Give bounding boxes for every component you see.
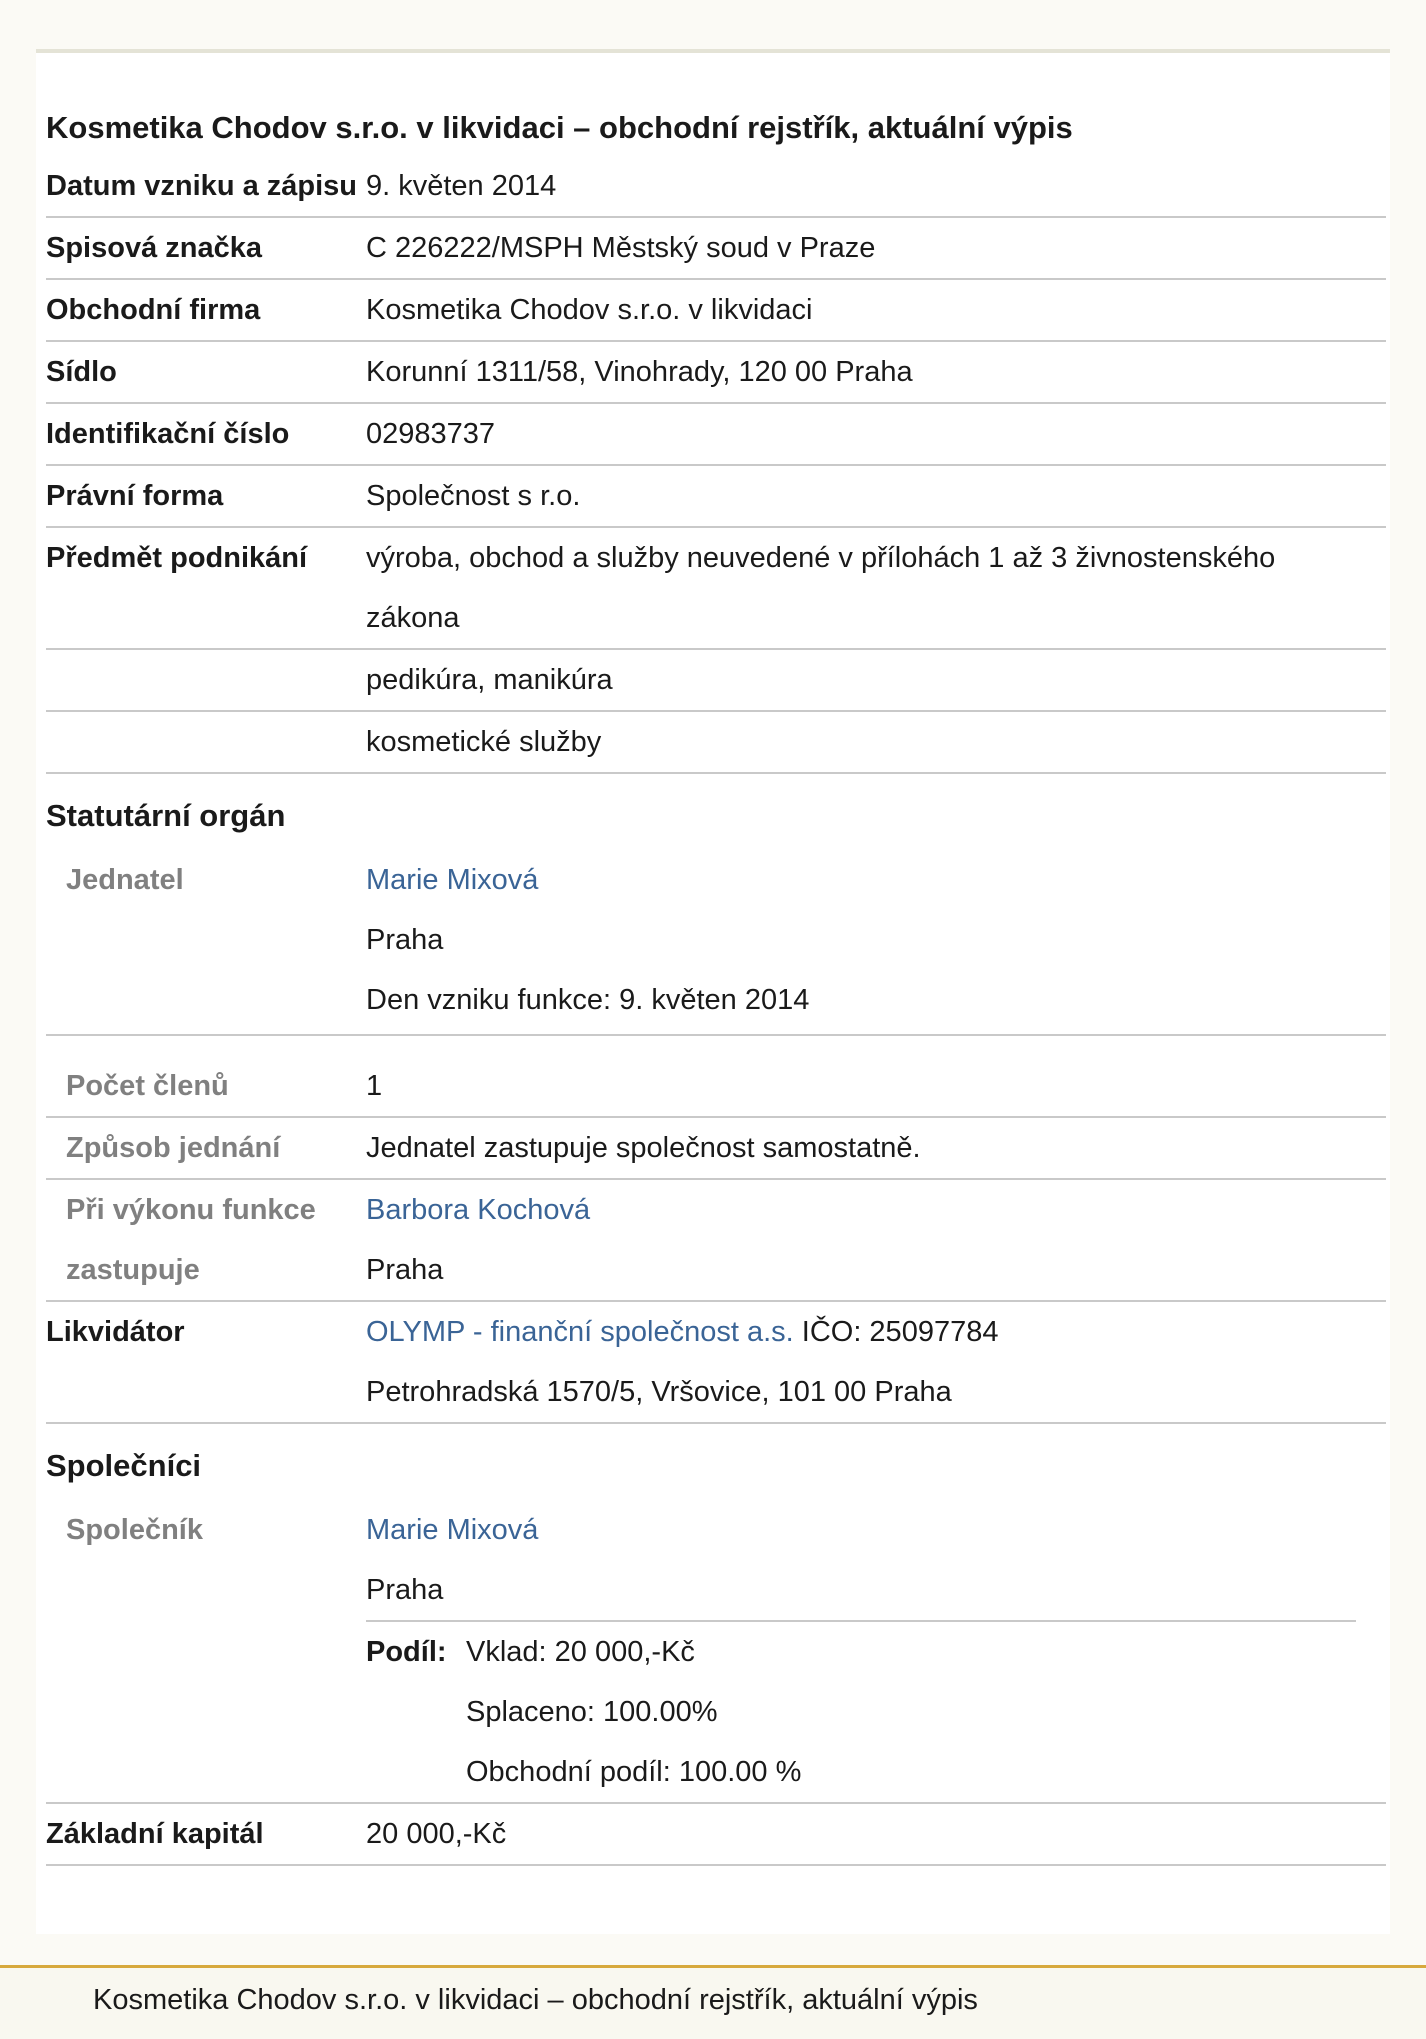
jednatel-city: Praha — [366, 924, 444, 956]
podil-vklad: Vklad: 20 000,-Kč — [466, 1636, 695, 1668]
row-forma — [46, 466, 1386, 528]
footer-text: Kosmetika Chodov s.r.o. v likvidaci – obchodní rejstřík, aktuální výpis — [93, 1984, 978, 2016]
likvidator-name-link[interactable]: OLYMP - finanční společnost a.s. — [366, 1316, 794, 1348]
value-jednatel — [366, 850, 1386, 1030]
row-predmet-1 — [46, 528, 1386, 650]
page-title: Kosmetika Chodov s.r.o. v likvidaci – obchodní rejstřík, aktuální výpis — [46, 110, 1073, 145]
label-pocet: Počet členů — [66, 1070, 229, 1102]
label-firma: Obchodní firma — [46, 294, 261, 326]
label-kapital: Základní kapitál — [46, 1818, 264, 1850]
register-content — [46, 100, 1386, 1866]
value-zpusob: Jednatel zastupuje společnost samostatně. — [366, 1132, 921, 1164]
row-kapital — [46, 1804, 1386, 1866]
zastupuje-city: Praha — [366, 1254, 444, 1286]
label-forma: Právní forma — [46, 480, 224, 512]
value-datum: 9. květen 2014 — [366, 170, 557, 202]
label-sidlo: Sídlo — [46, 356, 117, 388]
row-ic — [46, 404, 1386, 466]
label-jednatel: Jednatel — [66, 864, 184, 896]
label-spis: Spisová značka — [46, 232, 262, 264]
value-likvidator — [366, 1302, 1386, 1422]
spolecnik-name-link[interactable]: Marie Mixová — [366, 1514, 539, 1546]
row-pocet — [46, 1036, 1386, 1118]
row-predmet-3 — [46, 712, 1386, 774]
row-spis — [46, 218, 1386, 280]
likvidator-ico: IČO: 25097784 — [793, 1316, 999, 1348]
label-datum-text: Datum vzniku a zápisu — [46, 170, 358, 202]
zastupuje-name-link[interactable]: Barbora Kochová — [366, 1194, 591, 1226]
row-predmet-2 — [46, 650, 1386, 712]
label-zastupuje: Při výkonu funkce zastupuje — [66, 1194, 316, 1286]
heading-spolecnici: Společníci — [46, 1448, 202, 1483]
row-spolecnik — [46, 1500, 1386, 1804]
label-empty — [46, 650, 366, 710]
value-sidlo: Korunní 1311/58, Vinohrady, 120 00 Praha — [366, 356, 913, 388]
register-card — [36, 49, 1390, 1934]
label-spolecnik: Společník — [66, 1514, 203, 1546]
value-forma: Společnost s r.o. — [366, 480, 581, 512]
podil-obchodni: Obchodní podíl: 100.00 % — [466, 1756, 802, 1788]
row-datum — [46, 156, 1386, 218]
podil-splaceno: Splaceno: 100.00% — [466, 1696, 718, 1728]
row-sidlo — [46, 342, 1386, 404]
value-predmet-2: pedikúra, manikúra — [366, 664, 613, 696]
value-spis: C 226222/MSPH Městský soud v Praze — [366, 232, 876, 264]
value-kapital: 20 000,-Kč — [366, 1818, 507, 1850]
row-likvidator — [46, 1302, 1386, 1424]
value-predmet-3: kosmetické služby — [366, 726, 602, 758]
footer-bar — [0, 1965, 1426, 2039]
podil-block — [366, 1620, 1356, 1802]
jednatel-since: Den vzniku funkce: 9. květen 2014 — [366, 984, 810, 1016]
value-predmet-1: výroba, obchod a služby neuvedené v přílohách 1 až 3 živnostenského zákona — [366, 542, 1276, 634]
value-ic: 02983737 — [366, 418, 496, 450]
value-spolecnik — [366, 1500, 1386, 1802]
row-zastupuje — [46, 1180, 1386, 1302]
row-jednatel — [46, 850, 1386, 1036]
jednatel-name-link[interactable]: Marie Mixová — [366, 864, 539, 896]
heading-statutarni: Statutární orgán — [46, 798, 286, 833]
spolecnik-city: Praha — [366, 1574, 444, 1606]
podil-label: Podíl: — [366, 1636, 447, 1668]
podil-values — [466, 1622, 801, 1802]
value-zastupuje — [366, 1180, 1386, 1300]
label-datum — [46, 156, 366, 216]
label-predmet: Předmět podnikání — [46, 542, 308, 574]
label-likvidator: Likvidátor — [46, 1316, 185, 1348]
value-firma: Kosmetika Chodov s.r.o. v likvidaci — [366, 294, 813, 326]
row-zpusob — [46, 1118, 1386, 1180]
likvidator-address: Petrohradská 1570/5, Vršovice, 101 00 Praha — [366, 1376, 952, 1408]
label-ic: Identifikační číslo — [46, 418, 290, 450]
label-zpusob: Způsob jednání — [66, 1132, 281, 1164]
row-firma — [46, 280, 1386, 342]
value-pocet: 1 — [366, 1070, 383, 1102]
label-empty — [46, 712, 366, 772]
